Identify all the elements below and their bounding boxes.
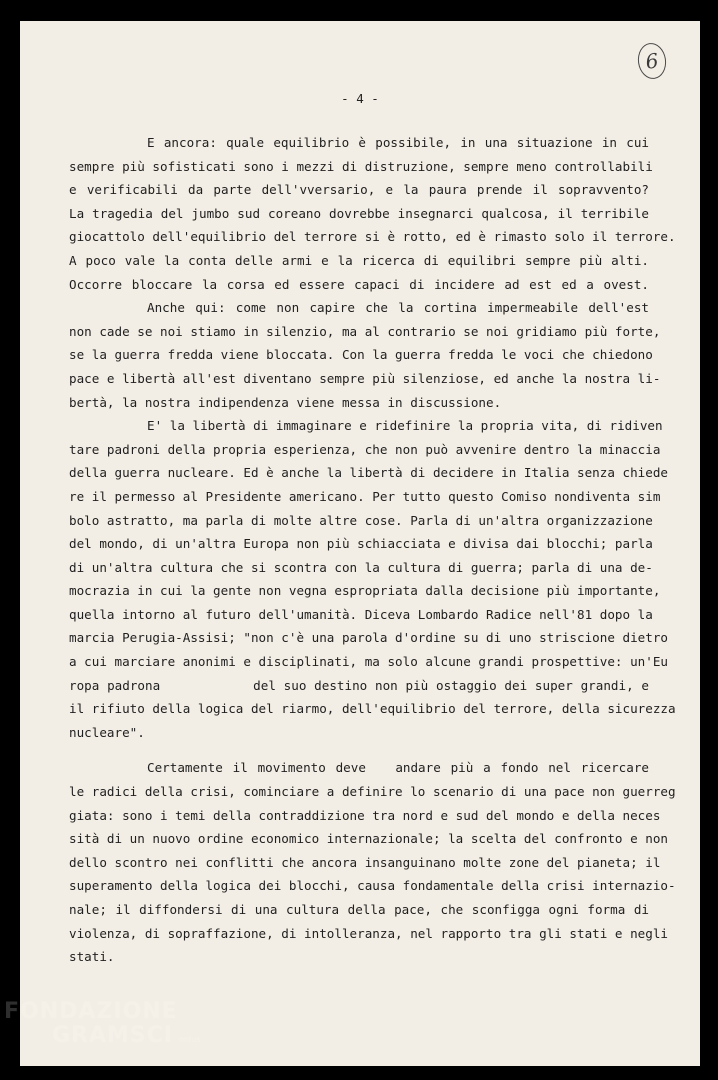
text-line: se la guerra fredda viene bloccata. Con la guerra fredda le voci che chiedono [69, 347, 653, 363]
text-line: violenza, di sopraffazione, di intolleranza, nel rapporto tra gli stati e negli [69, 925, 668, 941]
text-line: pace e libertà all'est diventano sempre più silenziose, ed anche la nostra li- [69, 370, 661, 386]
watermark-line2: GRAMSCI [52, 1023, 174, 1048]
text-line: re il permesso al Presidente americano. Per tutto questo Comiso nondiventa sim [69, 488, 661, 504]
text-line: dello scontro nei conflitti che ancora insanguinano molte zone del pianeta; il [69, 854, 661, 870]
text-line: sità di un nuovo ordine economico internazionale; la scelta del confronto e non [69, 831, 668, 847]
watermark-line1: FONDAZIONE [4, 999, 178, 1024]
watermark-suffix: onlus [179, 1035, 201, 1044]
text-line: e verificabili da parte dell'vversario, e la paura prende il sopravvento? [69, 182, 649, 198]
text-line: Certamente il movimento deve andare più a fondo nel ricercare [147, 760, 649, 776]
text-line: marcia Perugia-Assisi; "non c'è una parola d'ordine su di uno striscione dietro [69, 630, 668, 646]
page-number: - 4 - [341, 91, 379, 106]
text-line: nucleare". [69, 724, 145, 740]
text-line: del mondo, di un'altra Europa non più schiacciata e divisa dai blocchi; parla [69, 536, 653, 552]
paragraph-spacer [69, 744, 649, 756]
text-line: ropa padrona del suo destino non più ostaggio dei super grandi, e [69, 677, 649, 693]
text-line: di un'altra cultura che si scontra con la cultura di guerra; parla di una de- [69, 559, 653, 575]
text-line: non cade se noi stiamo in silenzio, ma al contrario se noi gridiamo più forte, [69, 323, 661, 339]
text-line: giata: sono i temi della contraddizione tra nord e sud del mondo e della neces [69, 807, 661, 823]
text-line: della guerra nucleare. Ed è anche la libertà di decidere in Italia senza chiede [69, 465, 668, 481]
handwritten-page-mark: 6 [636, 41, 669, 81]
body-text [69, 131, 676, 969]
text-line: Occorre bloccare la corsa ed essere capaci di incidere ad est ed a ovest. [69, 276, 649, 292]
text-line: Anche qui: come non capire che la cortina impermeabile dell'est [147, 300, 649, 316]
text-line: superamento della logica dei blocchi, causa fondamentale della crisi internazio- [69, 878, 676, 894]
text-line: mocrazia in cui la gente non vegna espropriata dalla decisione più importante, [69, 583, 661, 599]
text-line: La tragedia del jumbo sud coreano dovrebbe insegnarci qualcosa, il terribile [69, 205, 649, 221]
document-page [20, 21, 700, 1066]
text-line: giocattolo dell'equilibrio del terrore si è rotto, ed è rimasto solo il terrore. [69, 229, 676, 245]
text-line: quella intorno al futuro dell'umanità. Diceva Lombardo Radice nell'81 dopo la [69, 606, 653, 622]
text-line: E' la libertà di immaginare e ridefinire la propria vita, di ridiven [147, 418, 663, 434]
text-line: il rifiuto della logica del riarmo, dell'equilibrio del terrore, della sicurezza [69, 701, 676, 717]
text-line: a cui marciare anonimi e disciplinati, ma solo alcune grandi prospettive: un'Eu [69, 654, 668, 670]
text-line: nale; il diffondersi di una cultura della pace, che sconfigga ogni forma di [69, 902, 649, 917]
text-line: bertà, la nostra indipendenza viene messa in discussione. [69, 394, 502, 410]
text-line: le radici della crisi, cominciare a definire lo scenario di una pace non guerreg [69, 784, 676, 800]
text-line: E ancora: quale equilibrio è possibile, in una situazione in cui [147, 135, 649, 150]
text-line: sempre più sofisticati sono i mezzi di distruzione, sempre meno controllabili [69, 158, 653, 174]
text-line: A poco vale la conta delle armi e la ricerca di equilibri sempre più alti. [69, 252, 649, 268]
text-line: bolo astratto, ma parla di molte altre cose. Parla di un'altra organizzazione [69, 512, 653, 528]
archive-watermark [4, 1000, 201, 1052]
text-line: stati. [69, 949, 115, 965]
text-line: tare padroni della propria esperienza, che non può avvenire dentro la minaccia [69, 441, 661, 457]
